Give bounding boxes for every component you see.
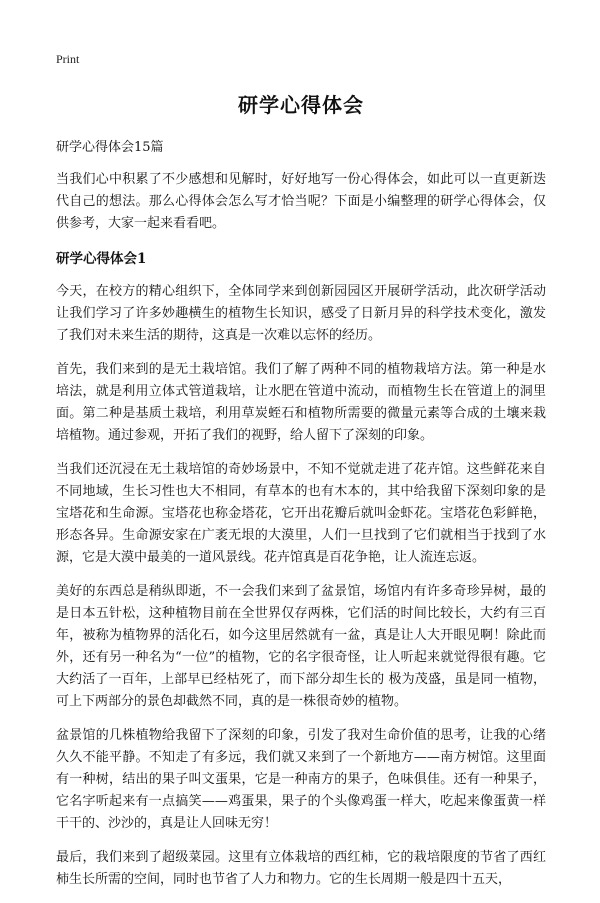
body-paragraph: 当我们还沉浸在无土栽培馆的奇妙场景中，不知不觉就走进了花卉馆。这些鲜花来自不同地域，生长习性也大不相同，有草本的也有木本的，其中给我留下深刻印象的是宝塔花和生命源。宝塔花也称金塔花，它开出花瓣后就叫金虾花。宝塔花色彩鲜艳，形态各异。生命源安家在广袤无垠的大漠里，人们一旦找到了它们就相当于找到了水源，它是大漠中最美的一道风景线。花卉馆真是百花争艳，让人流连忘返。 bbox=[56, 462, 546, 565]
document-subtitle: 研学心得体会15篇 bbox=[56, 140, 164, 155]
body-paragraph: 盆景馆的几株植物给我留下了深刻的印象，引发了我对生命价值的思考，让我的心绪久久不能平静。不知走了有多远，我们就又来到了一个新地方——南方树馆。这里面有一种树，结出的果子叫文蛋果，它是一种南方的果子，色味俱佳。还有一种果子，它名字听起来有一点搞笑——鸡蛋果，果子的个头像鸡蛋一样大，吃起来像蛋黄一样干干的、沙沙的，真是让人回味无穷！ bbox=[56, 728, 546, 831]
body-paragraph: 美好的东西总是稍纵即逝，不一会我们来到了盆景馆，场馆内有许多奇珍异树，最的是日本五针松，这种植物目前在全世界仅存两株，它们活的时间比较长，大约有三百年，被称为植物界的活化石，如今这里居然就有一盆，真是让人大开眼见啊！除此而外，还有另一种名为“一位”的植物，它的名字很奇怪，让人听起来就觉得很有趣。它大约活了一百年，上部早已经枯死了，而下部分却生长的 极为茂盛，虽是同一植物，可上下两部分的景色却截然不同，真的是一株很奇妙的植物。 bbox=[56, 584, 546, 709]
body-paragraph: 今天，在校方的精心组织下，全体同学来到创新园园区开展研学活动，此次研学活动让我们学习了许多妙趣横生的植物生长知识，感受了日新月异的科学技术变化，激发了我们对未来生活的期待，这真是一次难以忘怀的经历。 bbox=[56, 284, 546, 343]
print-link[interactable]: Print bbox=[56, 52, 80, 66]
document-page bbox=[56, 48, 546, 903]
body-paragraph: 首先，我们来到的是无土栽培馆。我们了解了两种不同的植物栽培方法。第一种是水培法，就是利用立体式管道栽培，让水肥在管道中流动，而植物生长在管道上的洞里面。第二种是基质土栽培，利用草炭蛭石和植物所需要的微量元素等合成的土壤来栽培植物。通过参观，开拓了我们的视野，给人留下了深刻的印象。 bbox=[56, 362, 546, 443]
page-title: 研学心得体会 bbox=[238, 93, 364, 117]
intro-paragraph: 当我们心中积累了不少感想和见解时，好好地写一份心得体会，如此可以一直更新迭代自己的想法。那么心得体会怎么写才恰当呢？下面是小编整理的研学心得体会，仅供参考，大家一起来看看吧。 bbox=[56, 172, 546, 231]
body-paragraph: 最后，我们来到了超级菜园。这里有立体栽培的西红柿，它的栽培限度的节省了西红柿生长所需的空间，同时也节省了人力和物力。它的生长周期一般是四十五天， bbox=[56, 850, 546, 887]
section-heading: 研学心得体会1 bbox=[56, 251, 147, 267]
